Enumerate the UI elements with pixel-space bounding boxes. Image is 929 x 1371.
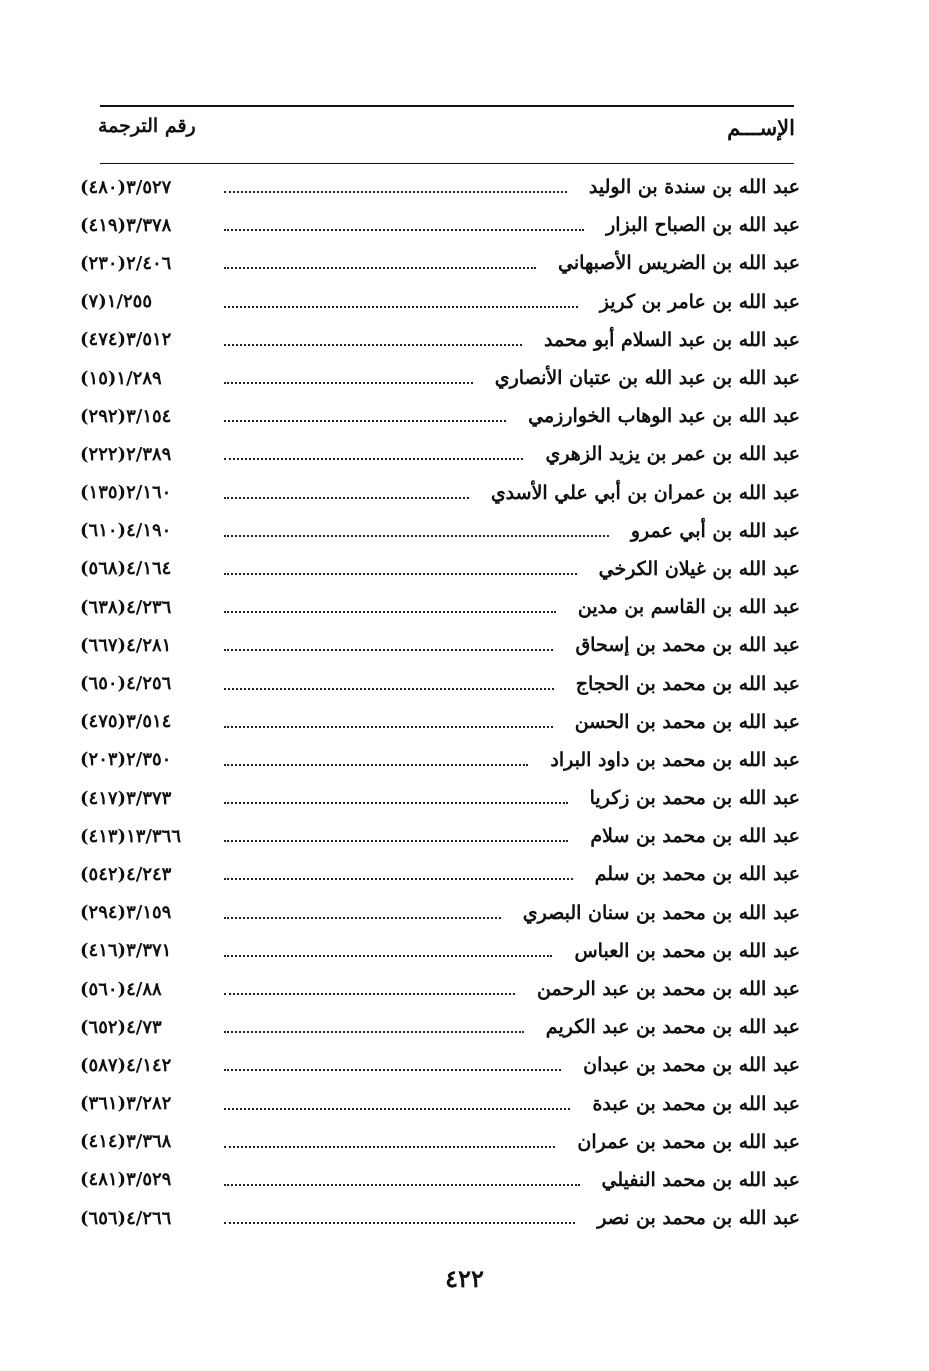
index-entry	[80, 1008, 800, 1046]
entry-name: عبد الله بن محمد بن داود البراد	[550, 748, 800, 771]
index-entry	[80, 779, 800, 817]
dot-leader	[224, 993, 515, 995]
index-entry	[80, 168, 800, 206]
header-rule	[100, 163, 794, 164]
entry-reference: ٤/٢٤٣(٥٤٢)	[80, 863, 172, 885]
index-entries	[80, 168, 800, 1237]
index-entry	[80, 588, 800, 626]
entry-reference: ٣/٣٦٨(٤١٤)	[80, 1131, 172, 1153]
index-entry	[80, 283, 800, 321]
dot-leader	[224, 1184, 580, 1186]
index-entry	[80, 664, 800, 702]
entry-name: عبد الله بن محمد بن زكريا	[589, 787, 800, 810]
index-entry	[80, 703, 800, 741]
index-entry	[80, 626, 800, 664]
index-entry	[80, 397, 800, 435]
page-number: ٤٢٢	[445, 1264, 484, 1293]
entry-name: عبد الله بن محمد بن الحسن	[574, 710, 800, 733]
entry-reference: ٤/٢٥٦(٦٥٠)	[80, 673, 172, 695]
entry-name: عبد الله بن محمد بن سنان البصري	[522, 901, 800, 924]
dot-leader	[224, 878, 573, 880]
entry-name: عبد الله بن عبد الله بن عتبان الأنصاري	[494, 367, 800, 390]
index-entry	[80, 435, 800, 473]
dot-leader	[224, 726, 553, 728]
entry-reference: ٣/٥١٤(٤٧٥)	[80, 711, 172, 733]
name-column-heading: الإســـم	[727, 115, 795, 140]
index-entry	[80, 855, 800, 893]
entry-name: عبد الله بن عامر بن كريز	[599, 290, 800, 313]
index-entry	[80, 1123, 800, 1161]
dot-leader	[224, 420, 506, 422]
index-entry	[80, 1199, 800, 1237]
dot-leader	[224, 306, 578, 308]
dot-leader	[224, 458, 523, 460]
dot-leader	[224, 688, 554, 690]
entry-name: عبد الله بن محمد بن عبدة	[592, 1092, 800, 1115]
dot-leader	[224, 840, 568, 842]
top-rule	[100, 105, 794, 107]
index-entry	[80, 817, 800, 855]
dot-leader	[224, 1146, 555, 1148]
index-entry	[80, 1161, 800, 1199]
entry-name: عبد الله بن محمد بن عبدان	[583, 1054, 800, 1077]
entry-name: عبد الله بن محمد بن إسحاق	[575, 634, 800, 657]
entry-name: عبد الله بن محمد بن سلم	[594, 863, 800, 886]
index-entry	[80, 206, 800, 244]
entry-reference: ٤/١٩٠(٦١٠)	[80, 520, 172, 542]
entry-name: عبد الله بن عبد السلام أبو محمد	[544, 328, 800, 351]
dot-leader	[224, 535, 609, 537]
entry-reference: ٤/١٤٢(٥٨٧)	[80, 1054, 172, 1076]
entry-reference: ٣/٣٧٣(٤١٧)	[80, 787, 172, 809]
entry-name: عبد الله بن عمران بن أبي علي الأسدي	[490, 481, 800, 504]
dot-leader	[224, 802, 568, 804]
index-entry	[80, 741, 800, 779]
dot-leader	[224, 955, 552, 957]
index-entry	[80, 1046, 800, 1084]
entry-name: عبد الله بن الضريس الأصبهاني	[558, 252, 800, 275]
entry-reference: ٤/٢٨١(٦٦٧)	[80, 634, 172, 656]
index-entry	[80, 359, 800, 397]
dot-leader	[224, 1069, 561, 1071]
entry-reference: ١٣/٣٦٦(٤١٣)	[80, 825, 181, 847]
entry-reference: ٤/٢٦٦(٦٥٦)	[80, 1207, 172, 1229]
entry-name: عبد الله بن محمد بن العباس	[574, 939, 800, 962]
entry-name: عبد الله بن محمد بن عمران	[577, 1130, 800, 1153]
index-entry	[80, 321, 800, 359]
index-entry	[80, 550, 800, 588]
dot-leader	[224, 1031, 524, 1033]
number-column-heading: رقم الترجمة	[98, 115, 196, 137]
entry-reference: ٤/١٦٤(٥٦٨)	[80, 558, 172, 580]
entry-reference: ٢/٣٥٠(٢٠٣)	[80, 749, 172, 771]
entry-name: عبد الله بن الصباح البزار	[606, 214, 800, 237]
dot-leader	[224, 764, 528, 766]
index-entry	[80, 474, 800, 512]
entry-name: عبد الله بن محمد بن الحجاج	[575, 672, 800, 695]
dot-leader	[224, 573, 577, 575]
index-entry	[80, 970, 800, 1008]
dot-leader	[224, 267, 536, 269]
entry-name: عبد الله بن محمد بن عبد الرحمن	[537, 978, 800, 1001]
entry-name: عبد الله بن غيلان الكرخي	[598, 557, 800, 580]
entry-reference: ٤/٨٨(٥٦٠)	[80, 978, 162, 1000]
index-entry	[80, 244, 800, 282]
entry-name: عبد الله بن محمد بن سلام	[590, 825, 800, 848]
dot-leader	[224, 611, 556, 613]
entry-name: عبد الله بن عمر بن يزيد الزهري	[545, 443, 800, 466]
entry-name: عبد الله بن محمد بن نصر	[597, 1207, 800, 1230]
entry-reference: ٣/٣٧٨(٤١٩)	[80, 214, 172, 236]
dot-leader	[224, 344, 522, 346]
dot-leader	[224, 1222, 575, 1224]
entry-name: عبد الله بن سندة بن الوليد	[588, 176, 800, 199]
entry-name: عبد الله بن القاسم بن مدين	[577, 596, 800, 619]
entry-name: عبد الله بن محمد بن عبد الكريم	[545, 1016, 800, 1039]
entry-reference: ٢/٣٨٩(٢٢٢)	[80, 443, 172, 465]
index-entry	[80, 894, 800, 932]
entry-reference: ٣/٢٨٢(٣٦١)	[80, 1093, 172, 1115]
entry-reference: ٤/٢٣٦(٦٣٨)	[80, 596, 172, 618]
entry-name: عبد الله بن عبد الوهاب الخوارزمي	[528, 405, 800, 428]
dot-leader	[224, 917, 501, 919]
dot-leader	[224, 229, 584, 231]
entry-reference: ٢/١٦٠(١٣٥)	[80, 482, 172, 504]
entry-name: عبد الله بن محمد النفيلي	[601, 1168, 800, 1191]
index-entry	[80, 512, 800, 550]
entry-reference: ٣/٥٢٧(٤٨٠)	[80, 176, 172, 198]
entry-reference: ٣/١٥٤(٢٩٢)	[80, 405, 172, 427]
entry-reference: ١/٢٨٩(١٥)	[80, 367, 162, 389]
entry-reference: ٢/٤٠٦(٢٣٠)	[80, 252, 172, 274]
dot-leader	[224, 497, 469, 499]
entry-reference: ٣/٥٢٩(٤٨١)	[80, 1169, 172, 1191]
dot-leader	[224, 1108, 570, 1110]
dot-leader	[224, 382, 473, 384]
index-entry	[80, 1085, 800, 1123]
entry-reference: ٤/٧٣(٦٥٢)	[80, 1016, 162, 1038]
entry-reference: ٣/٣٧١(٤١٦)	[80, 940, 172, 962]
dot-leader	[224, 649, 553, 651]
entry-reference: ٣/٥١٢(٤٧٤)	[80, 329, 172, 351]
entry-reference: ٣/١٥٩(٢٩٤)	[80, 902, 172, 924]
entry-reference: ١/٢٥٥(٧)	[80, 291, 152, 313]
index-entry	[80, 932, 800, 970]
dot-leader	[224, 191, 567, 193]
entry-name: عبد الله بن أبي عمرو	[630, 519, 800, 542]
